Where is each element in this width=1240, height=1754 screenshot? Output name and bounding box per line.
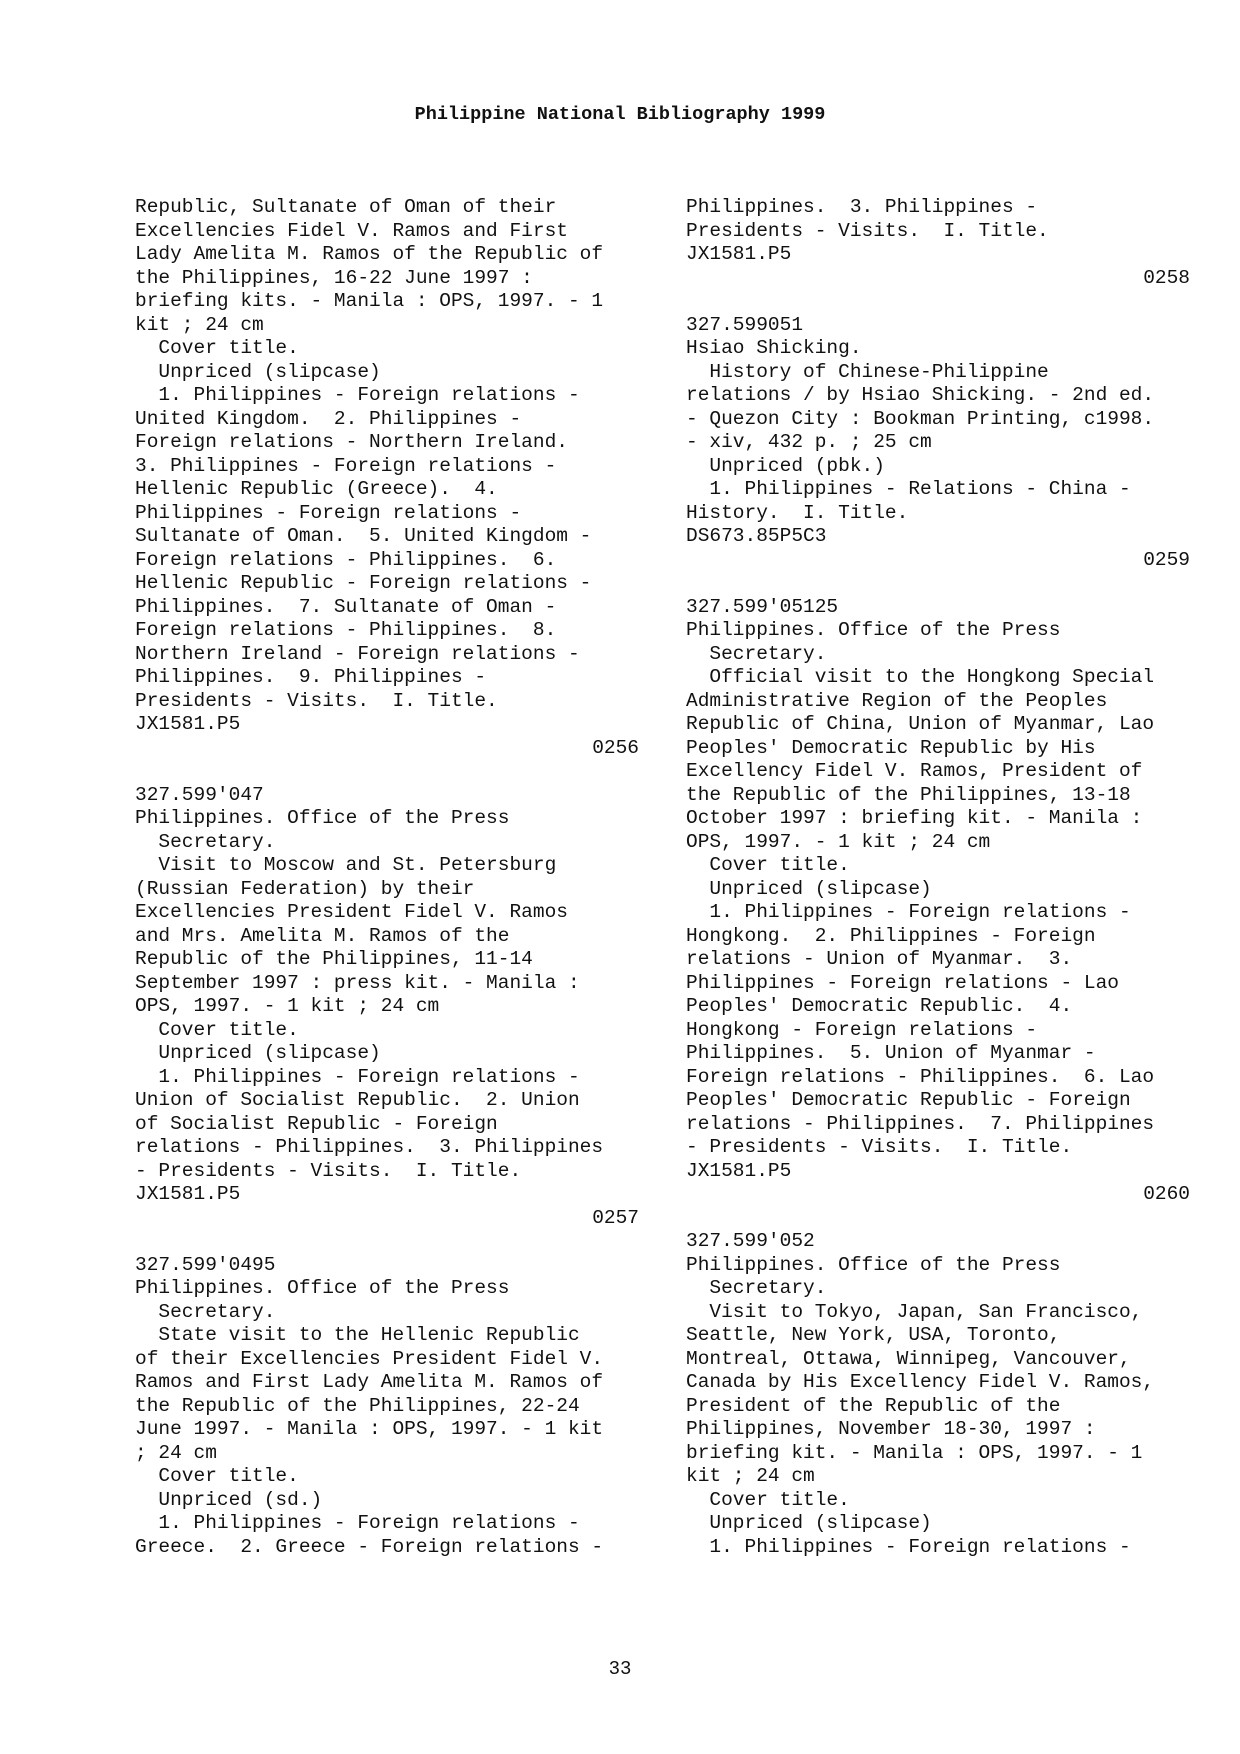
text-line: Peoples' Democratic Republic by His [686, 736, 1096, 759]
page-title: Philippine National Bibliography 1999 [414, 104, 826, 125]
text-line: Hellenic Republic (Greece). 4. [135, 478, 498, 500]
text-line: Philippines. 3. Philippines - [686, 196, 1038, 218]
text-line: Hellenic Republic - Foreign relations - [135, 572, 592, 594]
text-line: Cover title. [686, 1488, 850, 1511]
text-line: 1. Philippines - Foreign relations - [686, 901, 1131, 923]
text-line: 327.599'047 [135, 783, 264, 806]
entry-number: 0258 [1143, 266, 1190, 289]
text-line: Administrative Region of the Peoples [686, 689, 1108, 712]
text-line: Excellency Fidel V. Ramos, President of [686, 760, 1143, 782]
text-line: Philippines. Office of the Press [135, 807, 510, 829]
text-line: Philippines - Foreign relations - Lao [686, 971, 1119, 994]
text-line: Peoples' Democratic Republic. 4. [686, 995, 1073, 1017]
text-line: 327.599'0495 [135, 1253, 276, 1276]
text-line: Greece. 2. Greece - Foreign relations - [135, 1535, 604, 1558]
text-line: Philippines. 9. Philippines - [135, 666, 487, 688]
text-line: of their Excellencies President Fidel V. [135, 1347, 604, 1370]
text-line: October 1997 : briefing kit. - Manila : [686, 807, 1143, 829]
text-line: Cover title. [135, 1018, 299, 1041]
text-line: Montreal, Ottawa, Winnipeg, Vancouver, [686, 1347, 1131, 1370]
text-line: 327.599051 [686, 313, 804, 336]
blank-line [686, 572, 1190, 596]
text-line: Philippines. Office of the Press [686, 619, 1061, 641]
text-line: 327.599'052 [686, 1230, 815, 1252]
text-line: Foreign relations - Philippines. 8. [135, 619, 557, 641]
text-line: History. I. Title. [686, 501, 909, 524]
text-line: Hongkong - Foreign relations - [686, 1018, 1038, 1041]
text-line: DS673.85P5C3 [686, 525, 827, 547]
text-line: Republic, Sultanate of Oman of their [135, 196, 557, 218]
text-line: 1. Philippines - Foreign relations - [135, 1512, 580, 1534]
text-line: Unpriced (slipcase) [135, 360, 381, 383]
text-line: kit ; 24 cm [135, 313, 264, 336]
text-line: JX1581.P5 [135, 713, 241, 735]
text-line: Presidents - Visits. I. Title. [135, 689, 498, 712]
text-line: Visit to Moscow and St. Petersburg [135, 854, 557, 876]
text-line: Foreign relations - Northern Ireland. [135, 431, 568, 453]
text-line: Unpriced (slipcase) [686, 877, 932, 900]
text-line: 1. Philippines - Relations - China - [686, 478, 1131, 500]
entry-number: 0256 [592, 736, 639, 759]
text-line: relations - Philippines. 7. Philippines [686, 1112, 1155, 1135]
text-line: Unpriced (slipcase) [686, 1512, 932, 1534]
text-line: JX1581.P5 [135, 1183, 241, 1205]
text-line: Cover title. [686, 854, 850, 876]
blank-line [686, 1207, 1190, 1231]
left-column [135, 196, 639, 1559]
text-line: OPS, 1997. - 1 kit ; 24 cm [686, 830, 991, 853]
text-line: relations / by Hsiao Shicking. - 2nd ed. [686, 384, 1155, 406]
text-line: relations - Union of Myanmar. 3. [686, 948, 1073, 970]
text-line: ; 24 cm [135, 1441, 217, 1464]
text-line: briefing kit. - Manila : OPS, 1997. - 1 [686, 1441, 1143, 1464]
text-line: - Presidents - Visits. I. Title. [686, 1136, 1073, 1158]
text-line: History of Chinese-Philippine [686, 360, 1049, 383]
text-line: Philippines. 7. Sultanate of Oman - [135, 595, 557, 618]
text-line: OPS, 1997. - 1 kit ; 24 cm [135, 995, 440, 1017]
text-line: Secretary. [686, 1277, 827, 1299]
text-line: briefing kits. - Manila : OPS, 1997. - 1 [135, 290, 604, 312]
text-line: Seattle, New York, USA, Toronto, [686, 1324, 1061, 1346]
blank-line [135, 760, 639, 784]
text-line: Hongkong. 2. Philippines - Foreign [686, 924, 1096, 947]
text-line: Republic of the Philippines, 11-14 [135, 948, 533, 970]
text-line: (Russian Federation) by their [135, 877, 475, 900]
text-line: Republic of China, Union of Myanmar, Lao [686, 713, 1155, 735]
text-line: 1. Philippines - Foreign relations - [135, 1065, 580, 1088]
text-line: Unpriced (sd.) [135, 1488, 323, 1511]
text-line: Canada by His Excellency Fidel V. Ramos, [686, 1371, 1155, 1393]
text-line: Philippines - Foreign relations - [135, 501, 522, 524]
text-line: - Presidents - Visits. I. Title. [135, 1159, 522, 1182]
text-line: JX1581.P5 [686, 1159, 792, 1182]
text-line: State visit to the Hellenic Republic [135, 1324, 580, 1346]
text-line: kit ; 24 cm [686, 1465, 815, 1487]
entry-number: 0257 [592, 1206, 639, 1229]
text-line: the Philippines, 16-22 June 1997 : [135, 266, 533, 289]
text-line: of Socialist Republic - Foreign [135, 1112, 498, 1135]
text-line: 1. Philippines - Foreign relations - [686, 1535, 1131, 1558]
text-line: Peoples' Democratic Republic - Foreign [686, 1089, 1131, 1111]
entry-number: 0260 [1143, 1183, 1190, 1205]
text-line: Cover title. [135, 337, 299, 359]
text-line: Foreign relations - Philippines. 6. [135, 548, 557, 571]
text-line: Union of Socialist Republic. 2. Union [135, 1089, 580, 1111]
text-line: Excellencies Fidel V. Ramos and First [135, 219, 568, 242]
text-line: Visit to Tokyo, Japan, San Francisco, [686, 1300, 1143, 1323]
text-line: Unpriced (slipcase) [135, 1042, 381, 1064]
blank-line [686, 290, 1190, 314]
text-line: Official visit to the Hongkong Special [686, 666, 1155, 688]
text-line: Northern Ireland - Foreign relations - [135, 642, 580, 665]
text-line: 1. Philippines - Foreign relations - [135, 384, 580, 406]
text-line: Sultanate of Oman. 5. United Kingdom - [135, 525, 592, 547]
text-line: Unpriced (pbk.) [686, 454, 885, 477]
text-line: JX1581.P5 [686, 243, 792, 265]
text-line: Foreign relations - Philippines. 6. Lao [686, 1065, 1155, 1088]
text-line: relations - Philippines. 3. Philippines [135, 1136, 604, 1158]
blank-line [135, 1230, 639, 1254]
text-line: Secretary. [686, 642, 827, 665]
text-line: Hsiao Shicking. [686, 337, 862, 359]
text-line: September 1997 : press kit. - Manila : [135, 971, 580, 994]
text-line: Philippines. 5. Union of Myanmar - [686, 1042, 1096, 1064]
text-line: Excellencies President Fidel V. Ramos [135, 901, 568, 923]
text-line: and Mrs. Amelita M. Ramos of the [135, 924, 510, 947]
text-line: - Quezon City : Bookman Printing, c1998. [686, 407, 1155, 430]
text-line: Philippines. Office of the Press [135, 1277, 510, 1299]
text-line: 3. Philippines - Foreign relations - [135, 454, 557, 477]
text-line: Ramos and First Lady Amelita M. Ramos of [135, 1371, 604, 1393]
text-line: President of the Republic of the [686, 1394, 1061, 1417]
text-line: the Republic of the Philippines, 13-18 [686, 783, 1131, 806]
text-line: Secretary. [135, 830, 276, 853]
text-line: Cover title. [135, 1465, 299, 1487]
text-line: Philippines, November 18-30, 1997 : [686, 1418, 1096, 1440]
text-line: 327.599'05125 [686, 595, 839, 618]
text-line: Philippines. Office of the Press [686, 1253, 1061, 1276]
text-line: Secretary. [135, 1300, 276, 1323]
text-line: - xiv, 432 p. ; 25 cm [686, 431, 932, 453]
entry-number: 0259 [1143, 548, 1190, 571]
text-line: the Republic of the Philippines, 22-24 [135, 1394, 580, 1417]
page-number: 33 [608, 1658, 632, 1680]
right-column [686, 196, 1190, 1559]
text-line: June 1997. - Manila : OPS, 1997. - 1 kit [135, 1418, 604, 1440]
text-line: United Kingdom. 2. Philippines - [135, 407, 522, 430]
text-line: Presidents - Visits. I. Title. [686, 219, 1049, 242]
text-line: Lady Amelita M. Ramos of the Republic of [135, 243, 604, 265]
